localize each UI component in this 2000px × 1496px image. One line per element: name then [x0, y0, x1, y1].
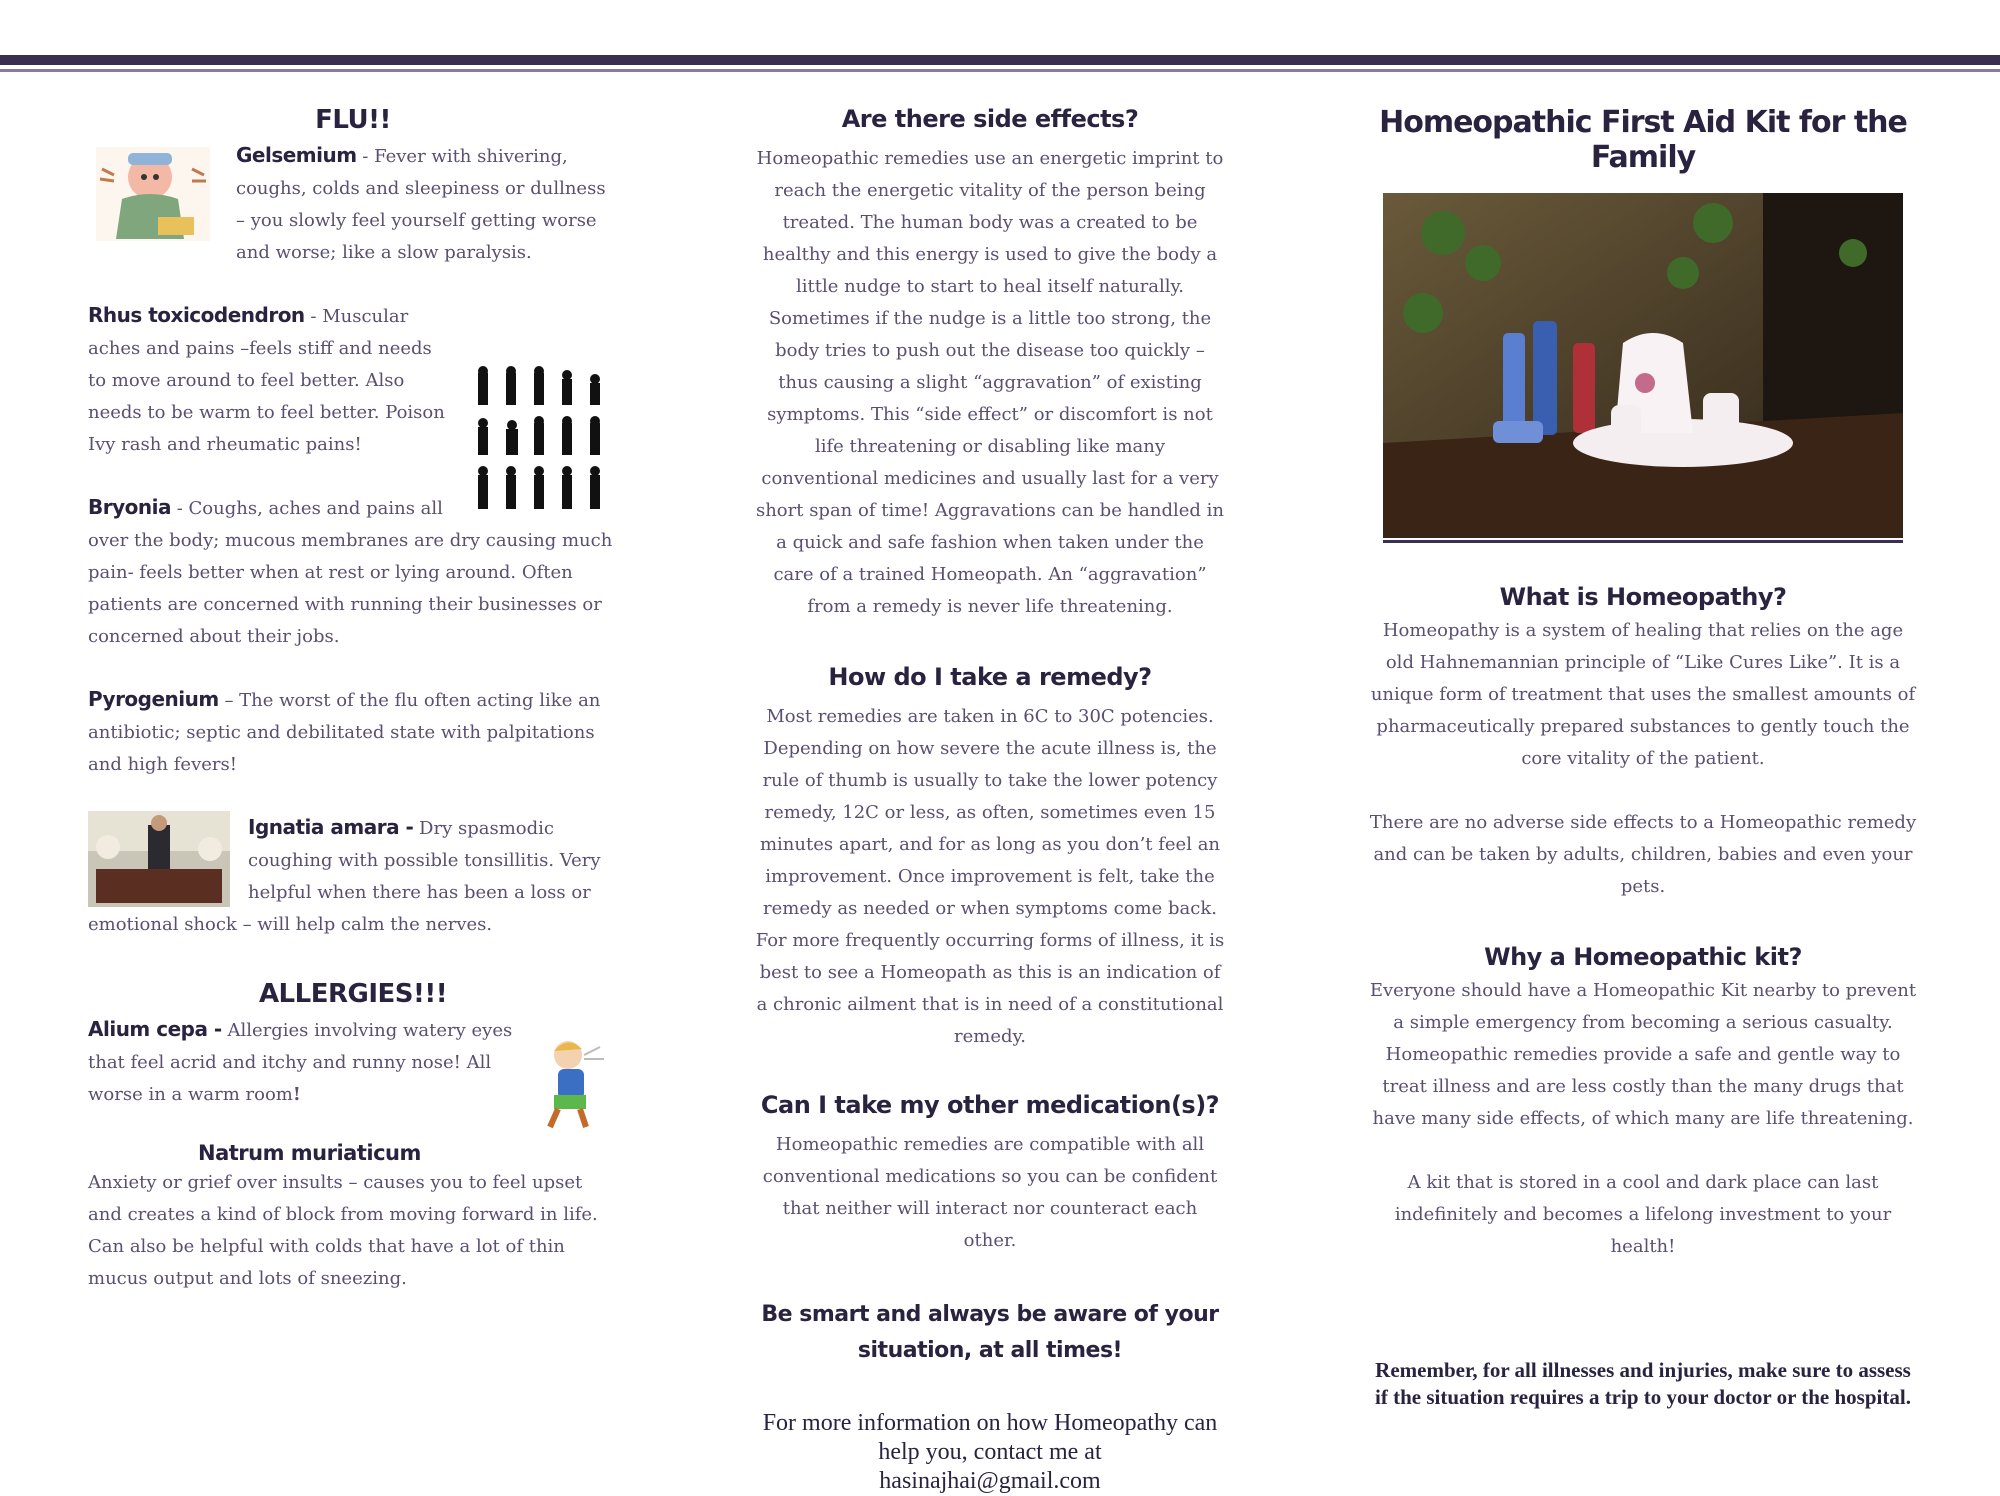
pyrogenium-name: Pyrogenium [88, 687, 219, 711]
sneezing-person-illustration [528, 1033, 618, 1133]
gelsemium-text: - Fever with shivering, coughs, colds and sleepiness or dullness – you slowly feel yourself getting worse and worse; like a slow paralysis. [236, 146, 606, 263]
column-faq [755, 105, 1225, 1496]
alium-block [88, 1013, 618, 1133]
kit-storage-text: A kit that is stored in a cool and dark place can last indefinitely and becomes a lifelong investment to your health! [1394, 1172, 1892, 1257]
ignatia-name: Ignatia amara - [248, 815, 414, 839]
grief-photo [88, 811, 230, 907]
side-effects-title: Are there side effects? [841, 105, 1139, 133]
pyrogenium-text: – The worst of the flu often acting like an antibiotic; septic and debilitated state with palpitations and high fevers! [88, 690, 601, 775]
no-side-effects-text: There are no adverse side effects to a Homeopathic remedy and can be taken by adults, children, babies and even your pets. [1369, 812, 1917, 897]
rhus-block [88, 299, 618, 461]
alium-exclaim: ! [292, 1084, 301, 1105]
ignatia-block [88, 811, 618, 941]
bryonia-block [88, 491, 618, 653]
flu-title: FLU!! [315, 105, 391, 135]
rhus-name: Rhus toxicodendron [88, 303, 305, 327]
take-remedy-text: Most remedies are taken in 6C to 30C potencies. Depending on how severe the acute illness is, the rule of thumb is usually to take the lower potency remedy, 12C or less, as often, sometimes even 15 minutes apart, and for as long as you don’t feel an improvement. Once improvement is felt, take the remedy as needed or when symptoms come back. For more frequently occurring forms of illness, it is best to see a Homeopath as this is an indication of a chronic ailment that is in need of a constitutional remedy. [755, 706, 1225, 1047]
side-effects-text: Homeopathic remedies use an energetic imprint to reach the energetic vitality of the person being treated. The human body was a created to be healthy and this energy is used to give the body a little nudge to start to heal itself naturally. Sometimes if the nudge is a little too strong, the body tries to push out the disease too quickly – thus causing a slight “aggravation” of existing symptoms. This “side effect” or discomfort is not life threatening or disabling like many conventional medicines and usually last for a very short span of time! Aggravations can be handled in a quick and safe fashion when taken under the care of a trained Homeopath. An “aggravation” from a remedy is never life threatening. [755, 148, 1225, 617]
bryonia-name: Bryonia [88, 495, 171, 519]
medication-title: Can I take my other medication(s)? [760, 1091, 1220, 1119]
gelsemium-block [88, 139, 618, 269]
allergies-title: ALLERGIES!!! [258, 979, 448, 1009]
why-kit-text: Everyone should have a Homeopathic Kit nearby to prevent a simple emergency from becoming a serious casualty. Homeopathic remedies provide a safe and gentle way to treat illness and are less costly than the many drugs that have many side effects, of which many are life threatening. [1369, 980, 1917, 1129]
top-border-bar [0, 55, 2000, 65]
rhus-text: - Muscular aches and pains –feels stiff and needs to move around to feel better. Also needs to be warm to feel better. Poison Ivy rash and rheumatic pains! [88, 306, 445, 455]
pyrogenium-block [88, 683, 618, 781]
ignatia-text: Dry spasmodic coughing with possible tonsillitis. Very helpful when there has been a loss or emotional shock – will help calm the nerves. [88, 818, 601, 935]
top-border-accent [0, 69, 2000, 72]
be-smart-note: Be smart and always be aware of your situation, at all times! [761, 1302, 1219, 1363]
take-remedy-title: How do I take a remedy? [828, 663, 1152, 691]
bryonia-text: - Coughs, aches and pains all over the body; mucous membranes are dry causing much pain- feels better when at rest or lying around. Often patients are concerned with running their businesses or concerned about their jobs. [88, 498, 613, 647]
brochure-title: Homeopathic First Aid Kit for the Family [1379, 105, 1907, 175]
contact-text: For more information on how Homeopathy can help you, contact me at [762, 1410, 1218, 1465]
gelsemium-name: Gelsemium [236, 143, 357, 167]
natrum-text: Anxiety or grief over insults – causes you to feel upset and creates a kind of block from moving forward in life. Can also be helpful with colds that have a lot of thin mucus output and lots of sneezing. [88, 1172, 598, 1289]
contact-email[interactable]: hasinajhai@gmail.com [879, 1468, 1101, 1494]
column-cover [1368, 105, 1918, 1411]
alium-name: Alium cepa - [88, 1017, 222, 1041]
kit-photo-frame [1383, 193, 1903, 543]
remember-note: Remember, for all illnesses and injuries, make sure to assess if the situation requires a trip to your doctor or the hospital. [1375, 1358, 1911, 1409]
sick-person-illustration [88, 139, 218, 249]
alium-text: Allergies involving watery eyes that feel acrid and itchy and runny nose! All worse in a warm room [88, 1020, 513, 1105]
what-is-title: What is Homeopathy? [1499, 583, 1787, 611]
medication-text: Homeopathic remedies are compatible with all conventional medications so you can be confident that neither will interact nor counteract each other. [762, 1134, 1218, 1251]
what-is-text: Homeopathy is a system of healing that relies on the age old Hahnemannian principle of “Like Cures Like”. It is a unique form of treatment that uses the smallest amounts of pharmaceutically prepared substances to gently touch the core vitality of the patient. [1370, 620, 1916, 769]
why-kit-title: Why a Homeopathic kit? [1484, 943, 1802, 971]
natrum-title: Natrum muriaticum [198, 1141, 421, 1165]
remedy-kit-photo [1383, 193, 1903, 538]
column-remedies [88, 105, 618, 1295]
